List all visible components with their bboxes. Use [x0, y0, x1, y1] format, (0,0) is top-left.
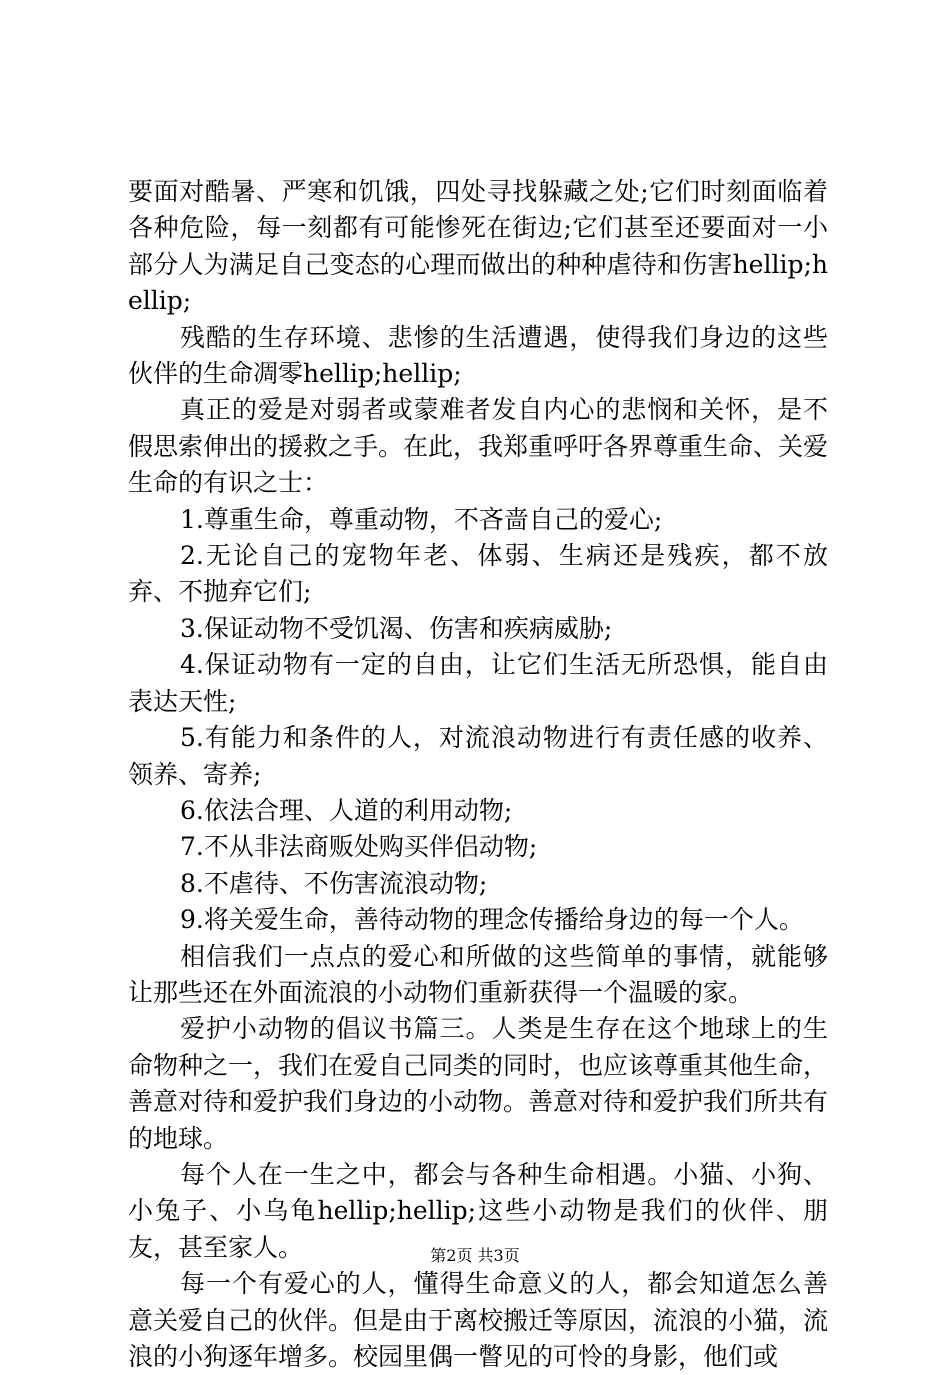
paragraph: 残酷的生存环境、悲惨的生活遭遇，使得我们身边的这些伙伴的生命凋零hellip;hellip; — [128, 322, 828, 389]
list-item: 1.尊重生命，尊重动物，不吝啬自己的爱心; — [180, 504, 663, 534]
paragraph: 爱护小动物的倡议书篇三。人类是生存在这个地球上的生命物种之一，我们在爱自己同类的同时，也应该尊重其他生命，善意对待和爱护我们身边的小动物。善意对待和爱护我们所共有的地球。 — [128, 1014, 829, 1153]
document-body — [128, 174, 828, 1375]
paragraph-continuation: 要面对酷暑、严寒和饥饿，四处寻找躲藏之处;它们时刻面临着各种危险，每一刻都有可能惨死在街边;它们甚至还要面对一小部分人为满足自己变态的心理而做出的种种虐待和伤害hellip;hellip; — [128, 177, 828, 316]
list-item: 7.不从非法商贩处购买伴侣动物; — [180, 832, 538, 862]
list-item: 5.有能力和条件的人，对流浪动物进行有责任感的收养、领养、寄养; — [128, 723, 828, 789]
paragraph: 每一个有爱心的人，懂得生命意义的人，都会知道怎么善意关爱自己的伙伴。但是由于离校搬迁等原因，流浪的小猫，流浪的小狗逐年增多。校园里偶一瞥见的可怜的身影，他们或 — [128, 1269, 829, 1371]
list-item: 3.保证动物不受饥渴、伤害和疾病威胁; — [180, 613, 613, 643]
page-number-footer: 第2页 共3页 — [430, 1246, 520, 1265]
list-item: 8.不虐待、不伤害流浪动物; — [180, 868, 488, 898]
paragraph: 真正的爱是对弱者或蒙难者发自内心的悲悯和关怀，是不假思索伸出的援救之手。在此，我郑重呼吁各界尊重生命、关爱生命的有识之士： — [128, 395, 829, 498]
list-item: 4.保证动物有一定的自由，让它们生活无所恐惧，能自由表达天性; — [128, 650, 828, 716]
paragraph: 每个人在一生之中，都会与各种生命相遇。小猫、小狗、小兔子、小乌龟hellip;hellip;这些小动物是我们的伙伴、朋友，甚至家人。 — [128, 1159, 828, 1262]
paragraph: 相信我们一点点的爱心和所做的这些简单的事情，就能够让那些还在外面流浪的小动物们重新获得一个温暖的家。 — [128, 941, 828, 1007]
list-item: 9.将关爱生命，善待动物的理念传播给身边的每一个人。 — [180, 905, 804, 935]
list-item: 6.依法合理、人道的利用动物; — [180, 795, 513, 825]
list-item: 2.无论自己的宠物年老、体弱、生病还是残疾，都不放弃、不抛弃它们; — [128, 541, 828, 607]
